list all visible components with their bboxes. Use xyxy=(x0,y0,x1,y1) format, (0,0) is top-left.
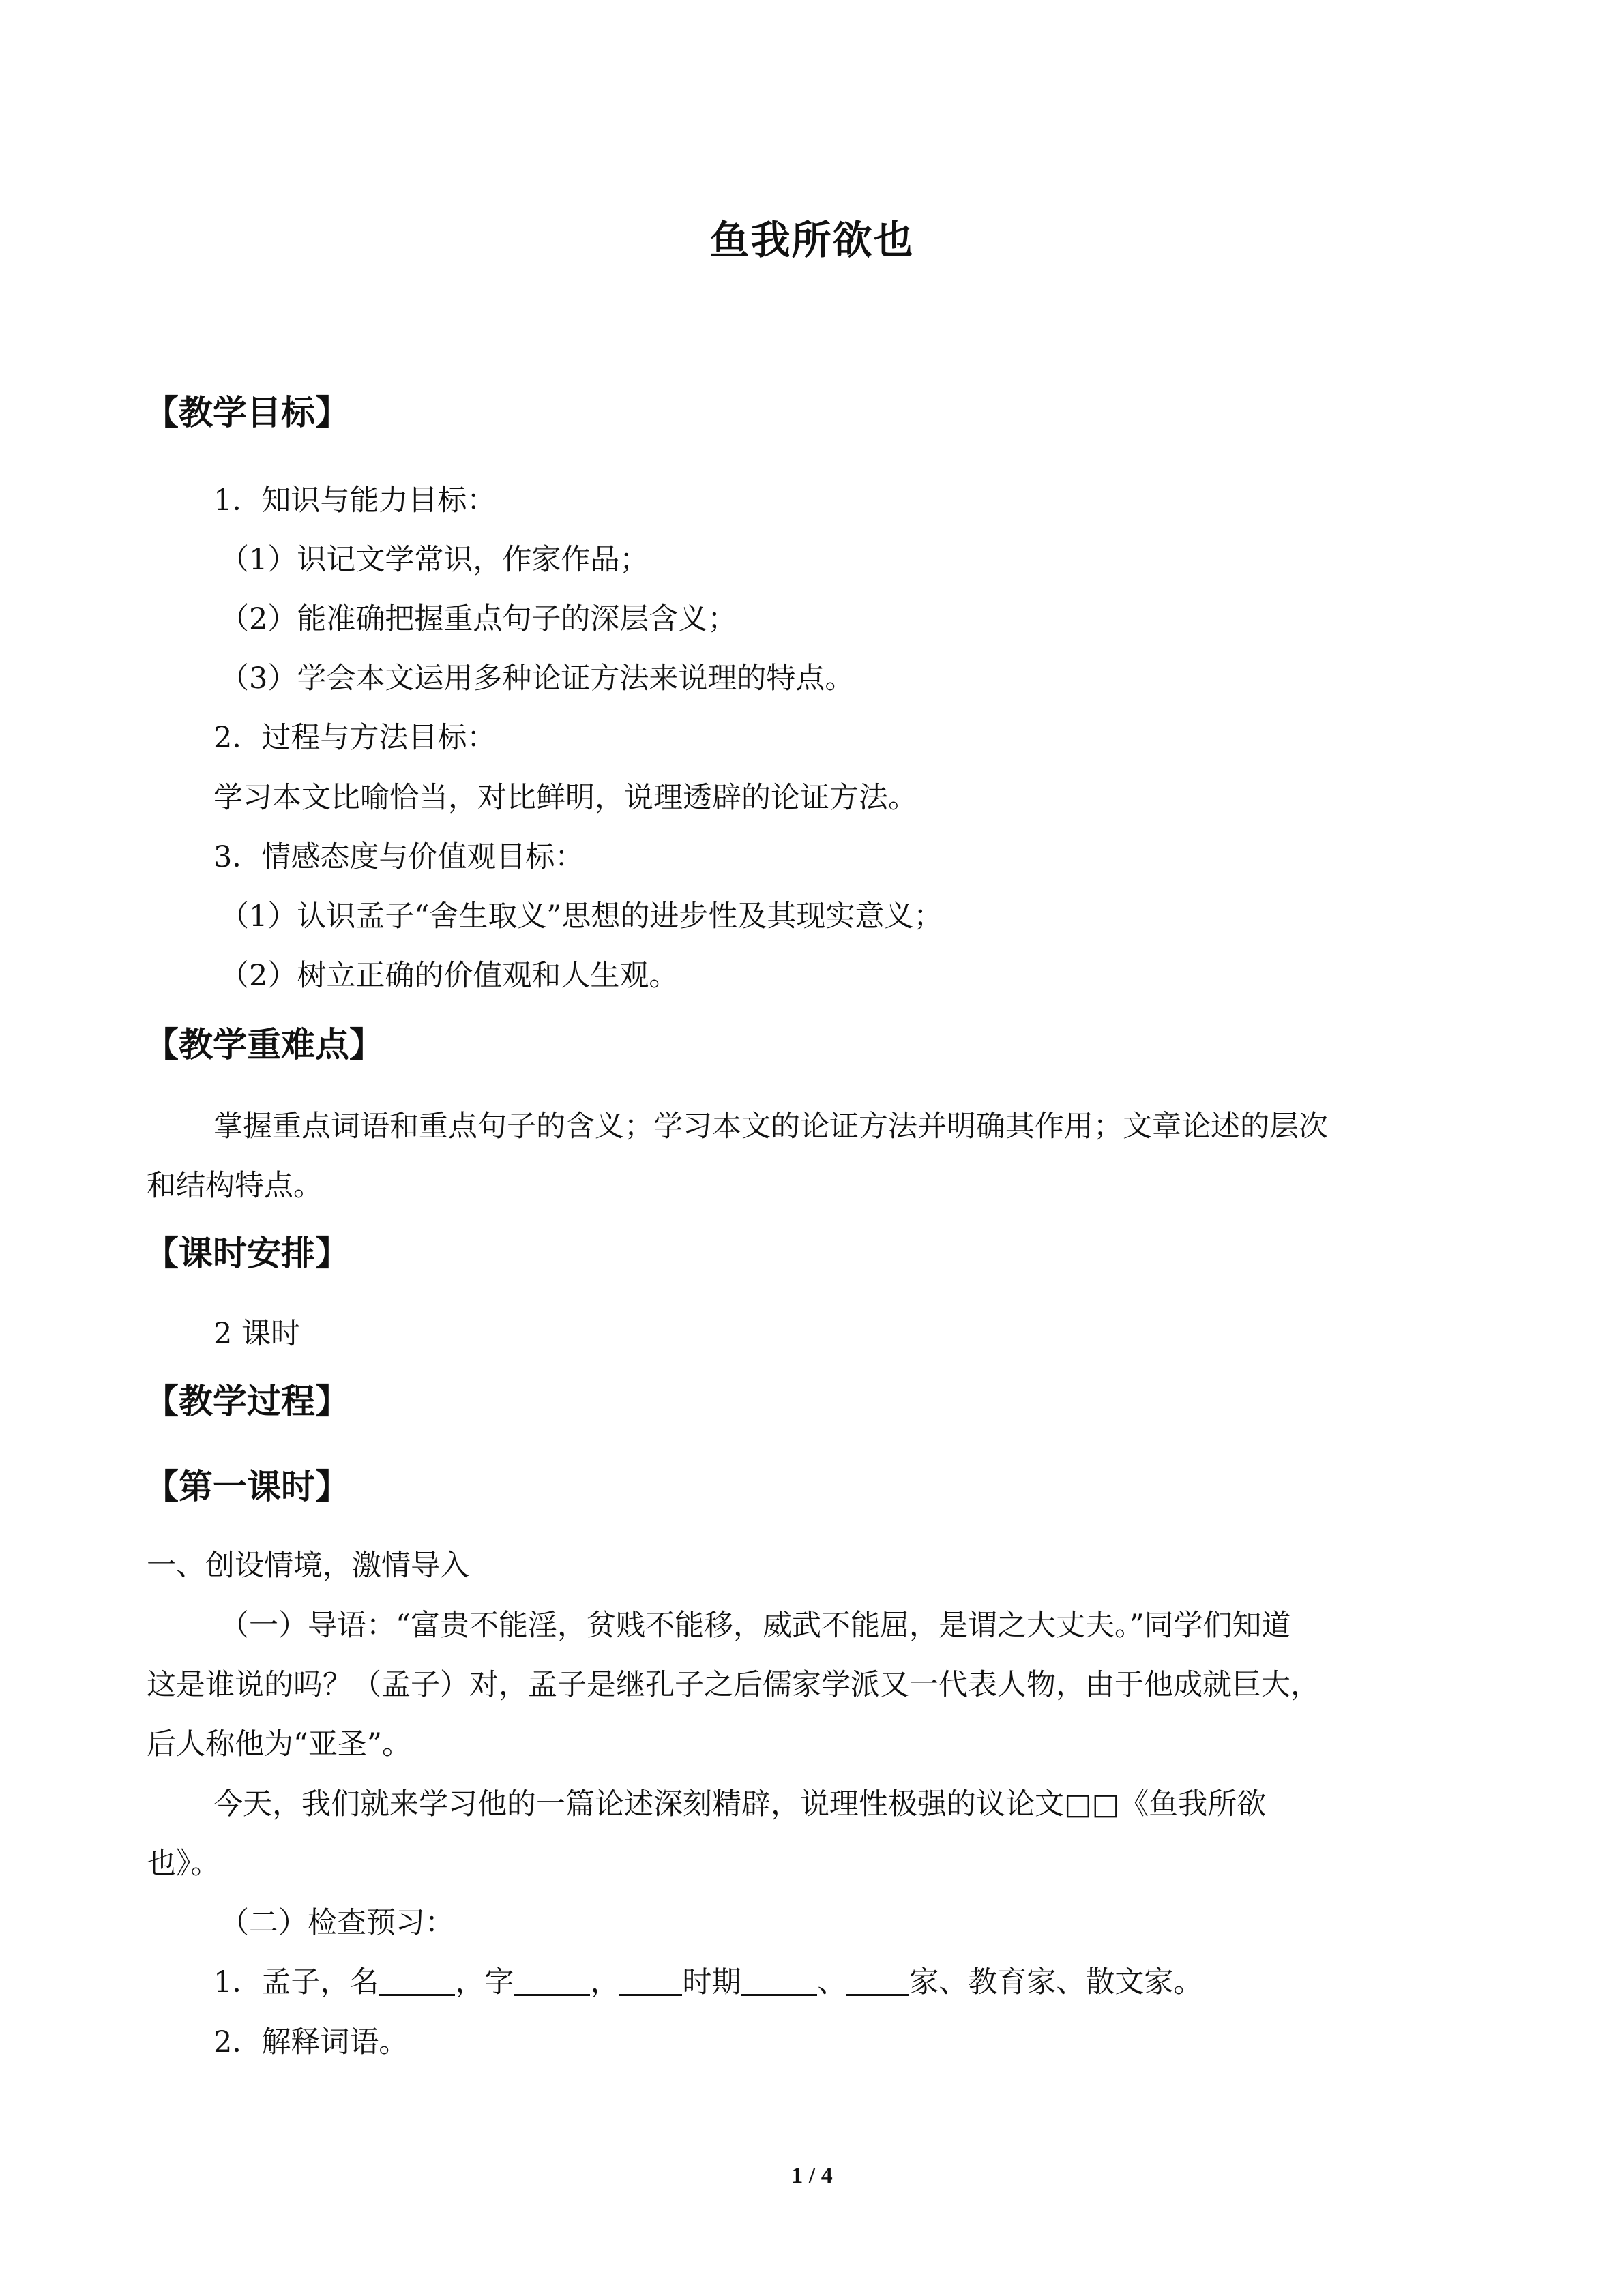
goal-1-item-2: （2）能准确把握重点句子的深层含义； xyxy=(220,602,737,636)
goal-3: 3．情感态度与价值观目标： xyxy=(213,840,585,874)
today-line-1: 今天，我们就来学习他的一篇论述深刻精辟，说理性极强的议论文□□《鱼我所欲 xyxy=(213,1787,1267,1821)
step-1: 一、创设情境，激情导入 xyxy=(147,1549,469,1583)
schedule-text: 2 课时 xyxy=(213,1317,301,1351)
heading-key-points: 【教学重难点】 xyxy=(145,1025,383,1064)
check-heading: （二）检查预习： xyxy=(220,1906,454,1940)
key-points-line-1: 掌握重点词语和重点句子的含义；学习本文的论证方法并明确其作用；文章论述的层次 xyxy=(213,1109,1328,1144)
goal-1-item-1: （1）识记文学常识，作家作品； xyxy=(220,543,649,577)
blank-courtesy-name[interactable] xyxy=(514,1967,590,1996)
page-title: 鱼我所欲也 xyxy=(709,217,915,263)
goal-1: 1．知识与能力目标： xyxy=(213,483,497,518)
intro-line-2: 这是谁说的吗？（孟子）对，孟子是继孔子之后儒家学派又一代表人物，由于他成就巨大， xyxy=(147,1668,1320,1702)
q1-text-2: ，字 xyxy=(455,1965,514,1999)
intro-line-1: （一）导语：“富贵不能淫，贫贱不能移，威武不能屈，是谓之大丈夫。”同学们知道 xyxy=(220,1609,1291,1643)
key-points-line-2: 和结构特点。 xyxy=(147,1169,323,1203)
q1-text-5: 、 xyxy=(817,1965,847,1999)
q1-text-1: 1．孟子，名 xyxy=(213,1965,379,1999)
goal-1-item-3: （3）学会本文运用多种论证方法来说理的特点。 xyxy=(220,661,855,696)
today-line-2: 也》。 xyxy=(147,1847,220,1881)
question-1 xyxy=(213,1959,1202,2001)
heading-teaching-goals: 【教学目标】 xyxy=(145,393,349,432)
question-2: 2．解释词语。 xyxy=(213,2025,409,2059)
blank-era[interactable] xyxy=(619,1967,682,1996)
heading-first-lesson: 【第一课时】 xyxy=(145,1467,349,1506)
goal-2-text: 学习本文比喻恰当，对比鲜明，说理透辟的论证方法。 xyxy=(213,781,917,815)
q1-text-3: ， xyxy=(590,1965,620,1999)
goal-2: 2．过程与方法目标： xyxy=(213,721,497,755)
heading-process: 【教学过程】 xyxy=(145,1382,349,1421)
goal-3-item-1: （1）认识孟子“舍生取义”思想的进步性及其现实意义； xyxy=(220,899,943,934)
blank-role-2[interactable] xyxy=(846,1967,909,1996)
q1-text-4: 时期 xyxy=(682,1965,741,1999)
heading-schedule: 【课时安排】 xyxy=(145,1234,349,1273)
q1-text-6: 家、教育家、散文家。 xyxy=(909,1965,1203,1999)
blank-name[interactable] xyxy=(379,1967,455,1996)
goal-3-item-2: （2）树立正确的价值观和人生观。 xyxy=(220,959,679,993)
page-number: 1 / 4 xyxy=(791,2163,833,2188)
intro-line-3: 后人称他为“亚圣”。 xyxy=(147,1727,411,1761)
blank-role-1[interactable] xyxy=(741,1967,817,1996)
